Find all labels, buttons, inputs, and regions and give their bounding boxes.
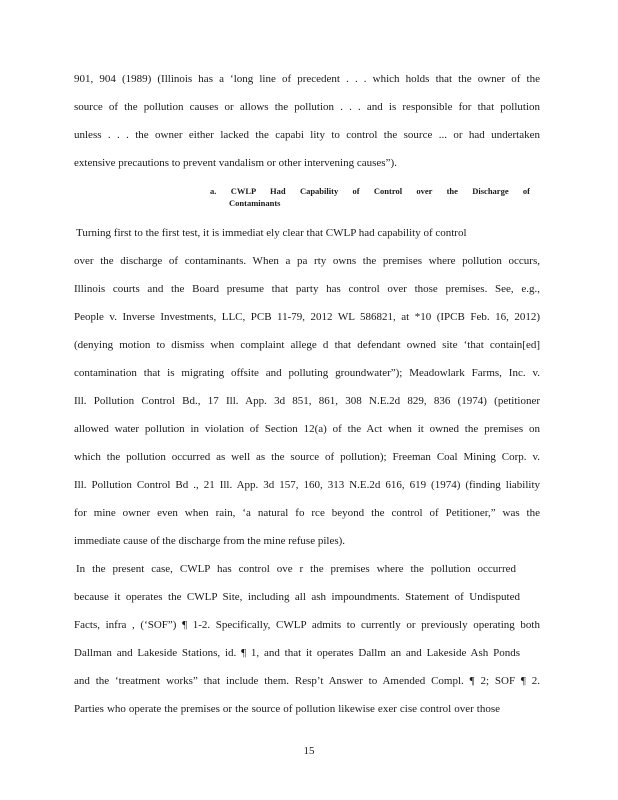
body-line: which the pollution occurred as well as the source of pollution); Freeman Coal Mining Corp. v. xyxy=(74,451,540,463)
body-line: allowed water pollution in violation of Section 12(a) of the Act when it owned the premises on xyxy=(74,423,540,435)
body-line: Illinois courts and the Board presume that party has control over those premises. See, e.g., xyxy=(74,283,540,295)
body-line: for mine owner even when rain, ‘a natural fo rce beyond the control of Petitioner,” was the xyxy=(74,507,540,519)
body-line: Facts, infra , (‘SOF”) ¶ 1-2. Specifically, CWLP admits to currently or previously operating both xyxy=(74,619,540,631)
body-line: Ill. Pollution Control Bd., 17 Ill. App. 3d 851, 861, 308 N.E.2d 829, 836 (1974) (petitioner xyxy=(74,395,540,407)
page-number: 15 xyxy=(303,745,315,757)
body-line: Turning first to the first test, it is immediat ely clear that CWLP had capability of control xyxy=(76,227,467,239)
body-line: unless . . . the owner either lacked the capabi lity to control the source ... or had undertaken xyxy=(74,129,540,141)
body-line: because it operates the CWLP Site, including all ash impoundments. Statement of Undisputed xyxy=(74,591,520,603)
body-line: (denying motion to dismiss when complaint allege d that defendant owned site ‘that contain[ed] xyxy=(74,339,540,351)
body-line: source of the pollution causes or allows the pollution . . . and is responsible for that pollution xyxy=(74,101,540,113)
section-heading: a. CWLP Had Capability of Control over the Discharge of xyxy=(210,186,530,196)
body-line: Dallman and Lakeside Stations, id. ¶ 1, and that it operates Dallm an and Lakeside Ash Ponds xyxy=(74,647,520,659)
body-line: and the ‘treatment works” that include them. Resp’t Answer to Amended Compl. ¶ 2; SOF ¶ 2. xyxy=(74,675,540,687)
body-line: contamination that is migrating offsite and polluting groundwater”); Meadowlark Farms, Inc. v. xyxy=(74,367,540,379)
body-line: In the present case, CWLP has control ove r the premises where the pollution occurred xyxy=(76,563,516,575)
body-line: 901, 904 (1989) (Illinois has a ‘long line of precedent . . . which holds that the owner of the xyxy=(74,73,540,85)
body-line: immediate cause of the discharge from the mine refuse piles). xyxy=(74,535,346,547)
section-heading-continuation: Contaminants xyxy=(229,198,281,208)
body-line: over the discharge of contaminants. When a pa rty owns the premises where pollution occurs, xyxy=(74,255,540,267)
body-line: Ill. Pollution Control Bd ., 21 Ill. App. 3d 157, 160, 313 N.E.2d 616, 619 (1974) (finding liability xyxy=(74,479,540,491)
body-line: Parties who operate the premises or the source of pollution likewise exer cise control over those xyxy=(74,703,500,715)
body-line: extensive precautions to prevent vandalism or other intervening causes”). xyxy=(74,157,397,169)
body-line: People v. Inverse Investments, LLC, PCB 11-79, 2012 WL 586821, at *10 (IPCB Feb. 16, 2012) xyxy=(74,311,540,323)
